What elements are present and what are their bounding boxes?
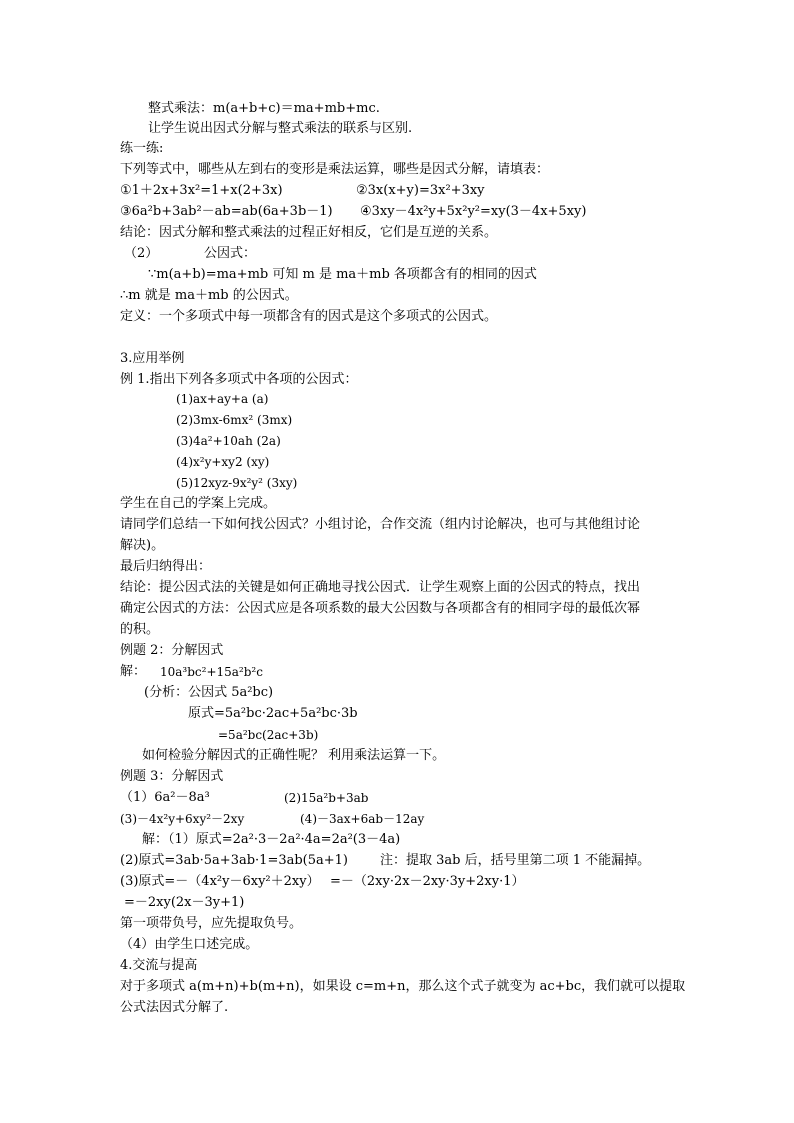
text-line: 学生在自己的学案上完成。 — [120, 496, 277, 511]
text-line: ∴m 就是 ma＋mb 的公因式。 — [120, 288, 298, 303]
text-line: 结论：因式分解和整式乘法的过程正好相反，它们是互逆的关系。 — [120, 225, 498, 240]
text-line: 结论：提公因式法的关键是如何正确地寻找公因式．让学生观察上面的公因式的特点，找出 — [120, 580, 641, 595]
text-line: 例 1.指出下列各多项式中各项的公因式： — [120, 372, 358, 387]
text-line: (2)原式=3ab·5a+3ab·1=3ab(5a+1) — [120, 853, 349, 868]
section-heading: 4.交流与提高 — [120, 958, 198, 973]
text-line: 如何检验分解因式的正确性呢？ 利用乘法运算一下。 — [142, 748, 446, 763]
text-line: （2） — [124, 246, 159, 261]
text-line: 解：（1）原式=2a²·3－2a²·4a=2a²(3－4a) — [142, 832, 401, 847]
text-line: 解： — [120, 664, 147, 679]
text-line: (分析：公因式 5a²bc) — [144, 685, 274, 700]
text-line: （4）由学生口述完成。 — [120, 937, 259, 952]
section-heading: 3.应用举例 — [120, 351, 185, 366]
text-line: 练一练: — [120, 141, 164, 156]
text-line: (4)－3ax+6ab－12ay — [300, 812, 425, 826]
text-line: =5a²bc(2ac+3b) — [218, 728, 319, 742]
text-line: 第一项带负号，应先提取负号。 — [120, 916, 303, 931]
text-line: 公式法因式分解了. — [120, 1000, 229, 1015]
text-line: ∵m(a+b)=ma+mb 可知 m 是 ma＋mb 各项都含有的相同的因式 — [148, 267, 537, 282]
text-line: 注：提取 3ab 后，括号里第二项 1 不能漏掉。 — [380, 853, 651, 868]
text-line: 的积。 — [120, 622, 160, 637]
text-line: 确定公因式的方法：公因式应是各项系数的最大公因数与各项都含有的相同字母的最低次幂 — [120, 601, 641, 616]
text-line: (2)15a²b+3ab — [284, 791, 369, 805]
text-line: ③6a²b+3ab²－ab=ab(6a+3b－1) — [120, 204, 333, 219]
text-line: 原式=5a²bc·2ac+5a²bc·3b — [188, 706, 358, 721]
text-line: ①1＋2x+3x²=1+x(2+3x) — [120, 183, 283, 198]
text-line: ②3x(x+y)=3x²+3xy — [356, 183, 485, 198]
text-line: 例题 2：分解因式 — [120, 643, 224, 658]
text-line: 整式乘法：m(a+b+c)＝ma+mb+mc. — [148, 101, 380, 116]
text-line: 最后归纳得出： — [120, 559, 212, 574]
text-line: （1）6a²－8a³ — [120, 790, 210, 805]
text-line: (5)12xyz-9x²y² (3xy) — [176, 476, 298, 490]
text-line: (2)3mx-6mx² (3mx) — [176, 413, 293, 427]
text-line: =－2xy(2x－3y+1) — [124, 895, 245, 910]
text-line: 定义：一个多项式中每一项都含有的因式是这个多项式的公因式。 — [120, 309, 498, 324]
text-line: 解决)。 — [120, 538, 165, 553]
text-line: =－（2xy·2x－2xy·3y+2xy·1） — [330, 874, 525, 889]
text-line: (4)x²y+xy2 (xy) — [176, 455, 270, 469]
text-line: 对于多项式 a(m+n)+b(m+n)，如果设 c=m+n，那么这个式子就变为 ac+bc，我们就可以提取 — [120, 979, 686, 994]
text-line: (1)ax+ay+a (a) — [176, 392, 269, 406]
text-line: 例题 3：分解因式 — [120, 769, 224, 784]
text-line: (3)4a²+10ah (2a) — [176, 434, 281, 448]
text-line: ④3xy－4x²y+5x²y²=xy(3－4x+5xy) — [360, 204, 587, 219]
text-line: (3)－4x²y+6xy²－2xy — [120, 812, 245, 826]
text-line: 10a³bc²+15a²b²c — [160, 665, 263, 679]
text-line: 下列等式中，哪些从左到右的变形是乘法运算，哪些是因式分解，请填表： — [120, 162, 550, 177]
text-line: 让学生说出因式分解与整式乘法的联系与区别. — [148, 121, 413, 136]
text-line: 请同学们总结一下如何找公因式？小组讨论，合作交流（组内讨论解决，也可与其他组讨论 — [120, 517, 641, 532]
text-line: (3)原式=－（4x²y－6xy²＋2xy） — [120, 874, 320, 889]
text-line: 公因式： — [204, 246, 257, 261]
